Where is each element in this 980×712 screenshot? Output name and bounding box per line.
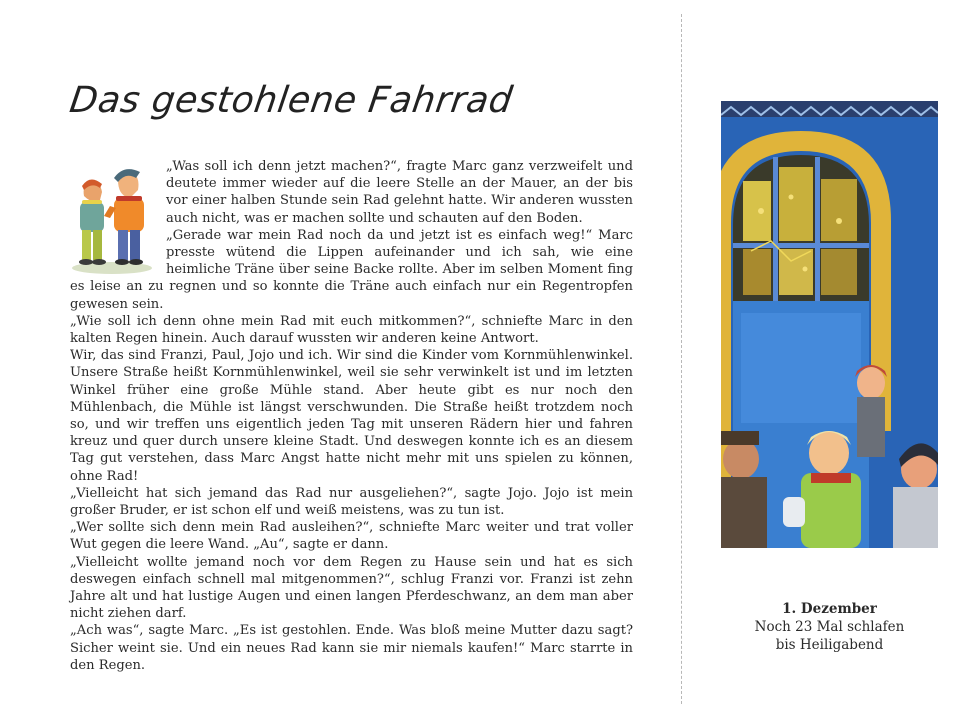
story-paragraph: „Gerade war mein Rad noch da und jetzt ist es einfach weg!“ Marc presste wütend die Lippen aufeinander und ich sah, wie eine heimliche Träne über seine Backe rollte. Aber im selben Moment fing es leise an zu regnen und so konnte die Träne auch einfach nur ein Regentropfen gewesen sein.	[70, 227, 633, 312]
story-paragraph: „Vielleicht wollte jemand noch vor dem Regen zu Hause sein und hat es sich deswegen einfach schnell mal mitgenommen?“, schlug Franzi vor. Franzi ist zehn Jahre alt und hat lustige Augen und einen langen Pferdeschwanz, an dem man aber nicht ziehen darf.	[70, 554, 633, 622]
advent-occasion: bis Heiligabend	[775, 637, 884, 653]
story-paragraph: Wir, das sind Franzi, Paul, Jojo und ich. Wir sind die Kinder vom Kornmühlenwinkel. Unsere Straße heißt Kornmühlenwinkel, weil sie sehr verwinkelt ist und im letzten Winkel früher eine große Mühle stand. Aber heute gibt es nur noch den Mühlenbach, die Mühle ist längst verschwunden. Die Straße heißt trotzdem noch so, und wir treffen uns eigentlich jeden Tag mit unseren Rädern hier und fahren kreuz und quer durch unsere kleine Stadt. Und deswegen konnte ich es an diesem Tag gut verstehen, dass Marc Angst hatte nicht mehr mit uns spielen zu können, ohne Rad!	[70, 348, 633, 484]
advent-date: 1. Dezember	[782, 601, 877, 617]
story-text	[70, 158, 633, 674]
story-paragraph: „Wer sollte sich denn mein Rad ausleihen?“, schniefte Marc weiter und trat voller Wut gegen die leere Wand. „Au“, sagte er dann.	[70, 520, 633, 553]
story-paragraph: „Wie soll ich denn ohne mein Rad mit euch mitkommen?“, schniefte Marc in den kalten Regen hinein. Auch darauf wussten wir anderen keine Antwort.	[70, 313, 633, 347]
story-paragraph: „Ach was“, sagte Marc. „Es ist gestohlen. Ende. Was bloß meine Mutter dazu sagt? Sicher weint sie. Und ein neues Rad kann sie mir niemals kaufen!“ Marc starrte in den Regen.	[70, 623, 633, 673]
story-paragraph: „Was soll ich denn jetzt machen?“, fragte Marc ganz verzweifelt und deutete immer wieder auf die leere Stelle an der Mauer, an der bis vor einer halben Stunde sein Rad gelehnt hatte. Wir anderen wussten auch nicht, was er machen sollte und schauten auf den Boden.	[166, 159, 633, 226]
advent-countdown: Noch 23 Mal schlafen	[754, 619, 905, 635]
story-painting	[721, 101, 938, 548]
page-divider	[681, 14, 682, 704]
advent-caption	[721, 600, 938, 654]
story-paragraph: „Vielleicht hat sich jemand das Rad nur ausgeliehen?“, sagte Jojo. Jojo ist mein großer Bruder, er ist schon elf und weiß meistens, was zu tun ist.	[70, 485, 633, 519]
children-illustration	[70, 156, 158, 278]
story-title: Das gestohlene Fahrrad	[67, 80, 516, 121]
